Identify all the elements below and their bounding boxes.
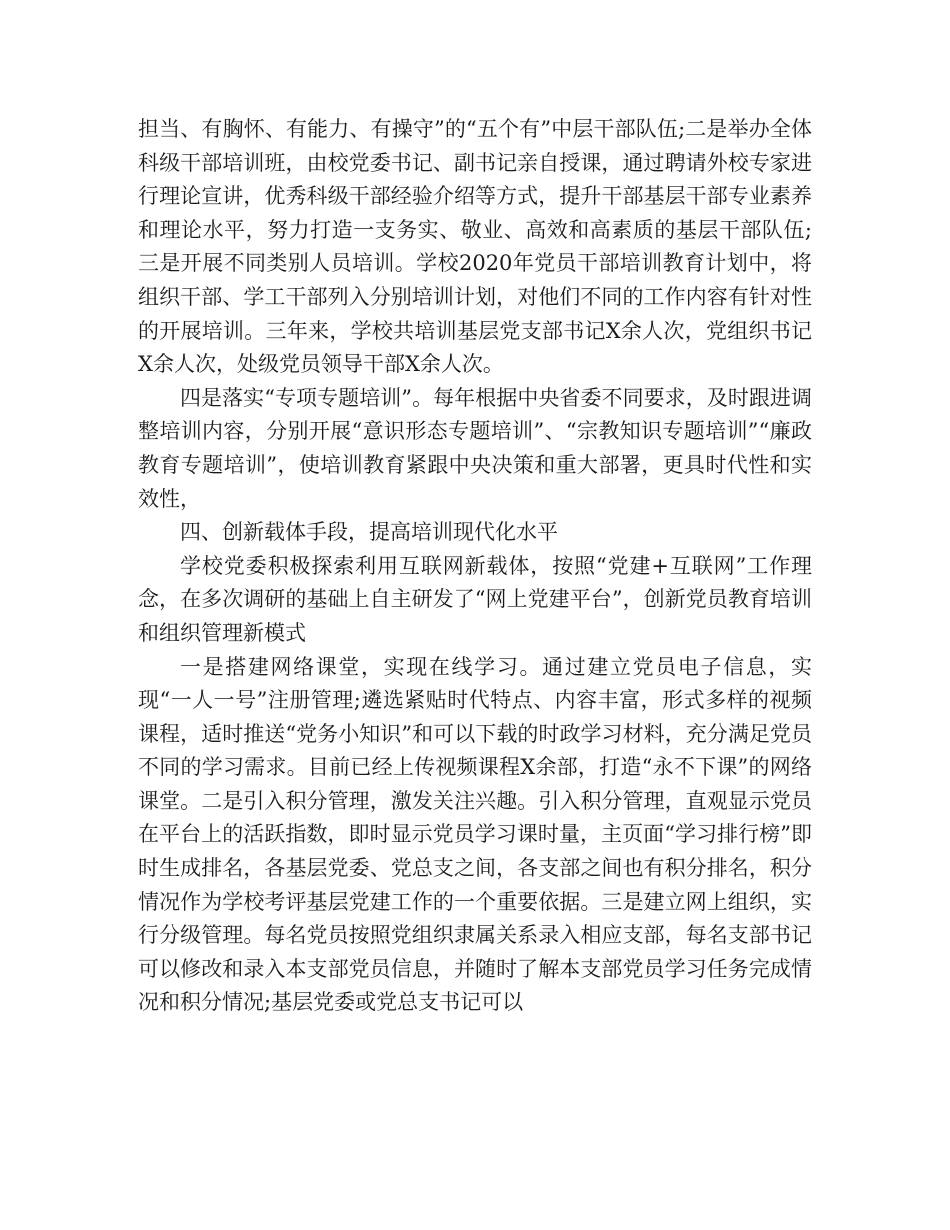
section-heading-innovation: 四、创新载体手段，提高培训现代化水平 xyxy=(180,520,558,545)
document-body xyxy=(138,113,812,1020)
paragraph-online-classroom: 一是搭建网络课堂，实现在线学习。通过建立党员电子信息，实现“一人一号”注册管理;遴选紧贴时代特点、内容丰富，形式多样的视频课程，适时推送“党务小知识”和可以下载的时政学习材料，充分满足党员不同的学习需求。目前已经上传视频课程X余部，打造“永不下课”的网络课堂。二是引入积分管理，激发关注兴趣。引入积分管理，直观显示党员在平台上的活跃指数，即时显示党员学习课时量，主页面“学习排行榜”即时生成排名，各基层党委、党总支之间，各支部之间也有积分排名，积分情况作为学校考评基层党建工作的一个重要依据。三是建立网上组织，实行分级管理。每名党员按照党组织隶属关系录入相应支部，每名支部书记可以修改和录入本支部党员信息，并随时了解本支部党员学习任务完成情况和积分情况;基层党委或党总支书记可以 xyxy=(138,654,812,1015)
paragraph-special-topic-training: 四是落实“专项专题培训”。每年根据中央省委不同要求，及时跟进调整培训内容，分别开展“意识形态专题培训”、“宗教知识专题培训”“廉政教育专题培训”，使培训教育紧跟中央决策和重大部署，更具时代性和实效性， xyxy=(138,385,812,511)
paragraph-cadre-training-continued: 担当、有胸怀、有能力、有操守”的“五个有”中层干部队伍;二是举办全体科级干部培训班，由校党委书记、副书记亲自授课，通过聘请外校专家进行理论宣讲，优秀科级干部经验介绍等方式，提升干部基层干部专业素养和理论水平，努力打造一支务实、敬业、高效和高素质的基层干部队伍;三是开展不同类别人员培训。学校2020年党员干部培训教育计划中，将组织干部、学工干部列入分别培训计划，对他们不同的工作内容有针对性的开展培训。三年来，学校共培训基层党支部书记X余人次，党组织书记X余人次，处级党员领导干部X余人次。 xyxy=(138,117,812,377)
paragraph-online-platform-intro: 学校党委积极探索利用互联网新载体，按照“党建+互联网”工作理念，在多次调研的基础上自主研发了“网上党建平台”，创新党员教育培训和组织管理新模式 xyxy=(138,553,812,645)
